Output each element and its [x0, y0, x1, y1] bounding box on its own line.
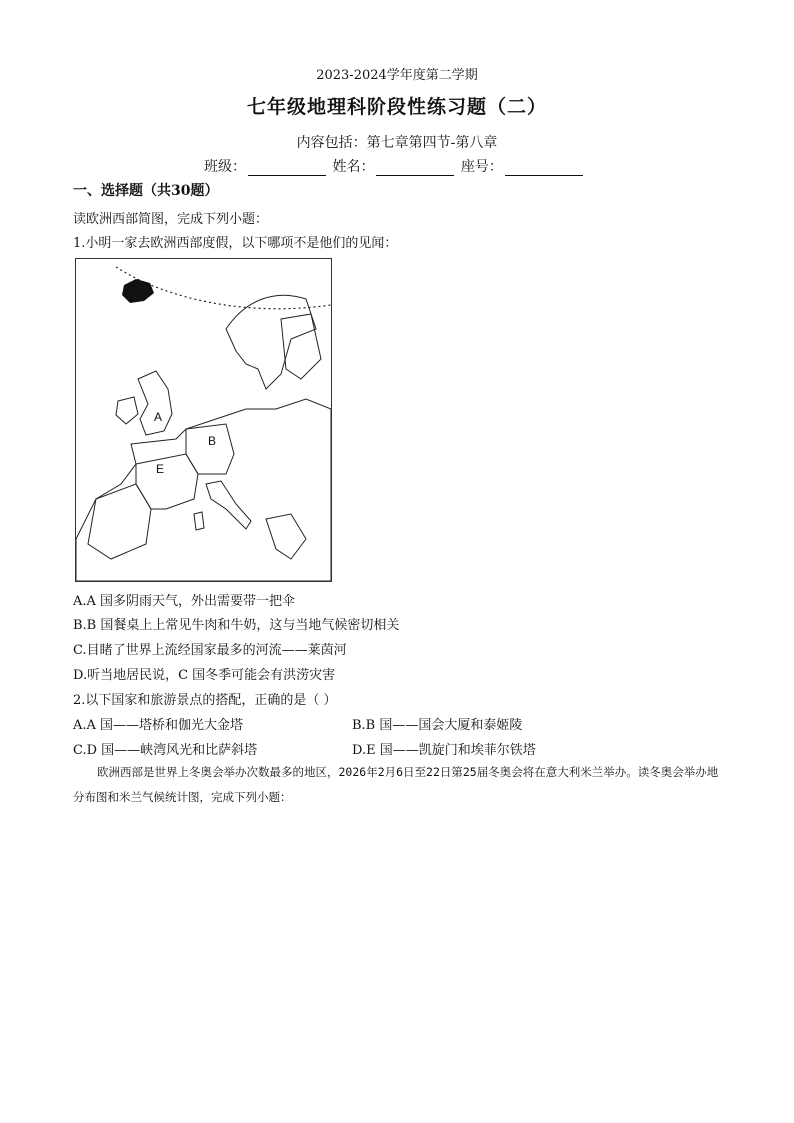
name-label: 姓名： [332, 159, 375, 175]
section-title: 一、选择题（共30题） [73, 183, 219, 199]
germany-shape [186, 424, 234, 474]
map-svg [76, 259, 331, 581]
finland-shape [281, 314, 321, 379]
name-blank[interactable] [376, 161, 454, 176]
scandinavia-shape [226, 295, 316, 389]
q2-option-c: C.D 国——峡湾风光和比萨斜塔 [73, 743, 258, 758]
continent-shape [76, 399, 331, 581]
map-label-a: A [154, 410, 163, 424]
content-scope: 内容包括：第七章第四节-第八章 [296, 135, 498, 151]
question-2-stem: 2.以下国家和旅游景点的搭配，正确的是（ ） [73, 693, 337, 708]
q1-option-c: C.目睹了世界上流经国家最多的河流——莱茵河 [73, 643, 347, 658]
school-term: 2023-2024学年度第二学期 [316, 68, 478, 83]
question-1-stem: 1.小明一家去欧洲西部度假，以下哪项不是他们的见闻： [73, 236, 398, 251]
q1-option-d: D.听当地居民说，C 国冬季可能会有洪涝灾害 [73, 668, 336, 683]
greece-shape [266, 514, 306, 559]
group2-intro-paragraph [73, 760, 723, 810]
map-label-e: E [156, 462, 165, 476]
map-label-b: B [208, 434, 217, 448]
western-europe-map [75, 258, 332, 582]
corsica-sardinia-shape [194, 512, 204, 530]
iceland-shape [122, 279, 154, 303]
student-info-fields [204, 156, 585, 176]
seat-blank[interactable] [505, 161, 583, 176]
class-label: 班级： [204, 159, 246, 175]
q2-option-d: D.E 国——凯旋门和埃菲尔铁塔 [352, 743, 536, 758]
italy-shape [206, 481, 251, 529]
ireland-shape [116, 397, 138, 424]
q2-option-b: B.B 国——国会大厦和泰姬陵 [352, 718, 523, 733]
class-blank[interactable] [248, 161, 326, 176]
france-shape [136, 454, 198, 509]
q1-option-b: B.B 国餐桌上上常见牛肉和牛奶，这与当地气候密切相关 [73, 618, 400, 633]
exam-title: 七年级地理科阶段性练习题（二） [246, 96, 547, 118]
q1-option-a: A.A 国多阴雨天气，外出需要带一把伞 [73, 594, 296, 609]
group2-intro-text: 欧洲西部是世界上冬奥会举办次数最多的地区，2026年2月6日至22日第25届冬奥会将在意大利米兰举办。读冬奥会举办地分布图和米兰气候统计图，完成下列小题： [73, 765, 719, 804]
group1-intro: 读欧洲西部简图，完成下列小题： [73, 212, 269, 227]
q2-option-a: A.A 国——塔桥和伽光大金塔 [73, 718, 244, 733]
seat-label: 座号： [460, 159, 503, 175]
britain-shape [138, 371, 172, 435]
iberia-shape [88, 484, 151, 559]
